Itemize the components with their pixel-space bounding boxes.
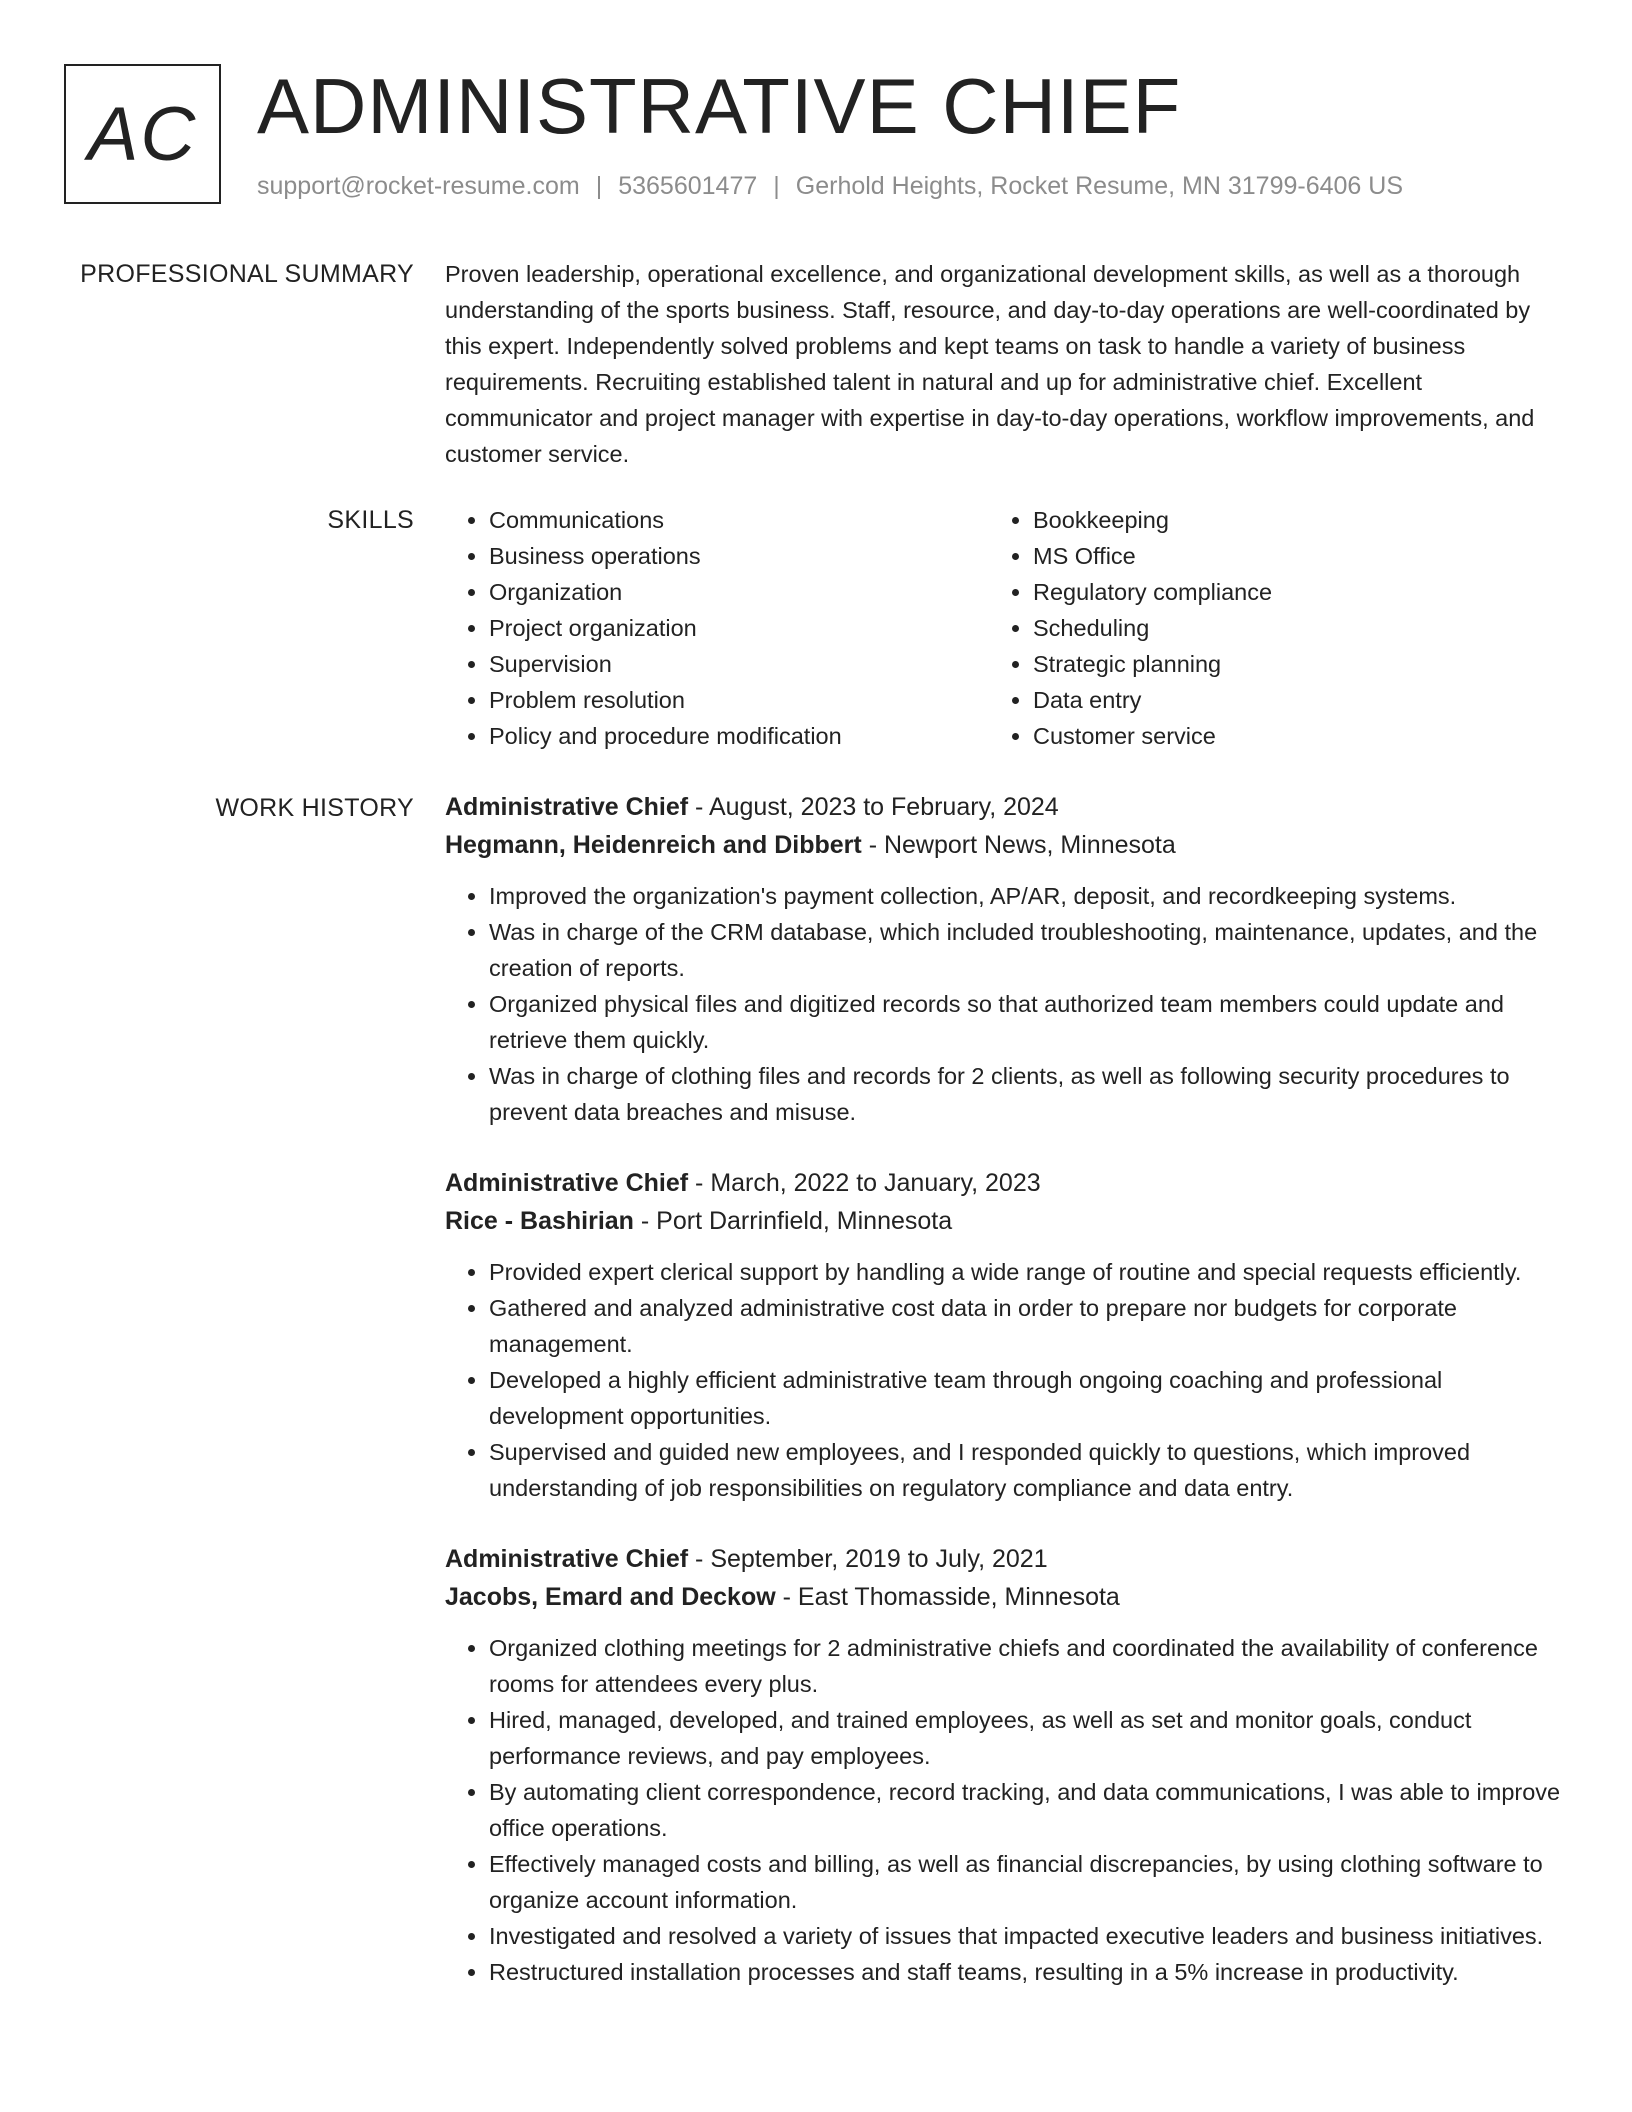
- contact-separator: |: [773, 172, 780, 200]
- skill-item: • Policy and procedure modification: [489, 718, 989, 754]
- job-company: Hegmann, Heidenreich and Dibbert: [445, 831, 862, 859]
- candidate-name: ADMINISTRATIVE CHIEF: [257, 62, 1182, 150]
- job-company-line: [445, 1202, 1568, 1240]
- job-title-line: [445, 1164, 1568, 1202]
- job-entry: [445, 1164, 1568, 1506]
- contact-address: Gerhold Heights, Rocket Resume, MN 31799-6406 US: [795, 172, 1404, 200]
- job-bullets: [445, 1254, 1568, 1506]
- monogram-logo: AC: [64, 64, 221, 204]
- job-company-line: [445, 826, 1568, 864]
- job-dates: - March, 2022 to January, 2023: [688, 1169, 1041, 1197]
- skill-item: • Problem resolution: [489, 682, 989, 718]
- skill-item: • Project organization: [489, 610, 989, 646]
- job-location: - Port Darrinfield, Minnesota: [633, 1207, 953, 1235]
- skill-item: • Supervision: [489, 646, 989, 682]
- skill-item: • Bookkeeping: [1033, 502, 1272, 538]
- job-location: - East Thomasside, Minnesota: [775, 1583, 1120, 1611]
- summary-text: Proven leadership, operational excellence, and organizational development skills, as well as a thorough understanding of the sports business. Staff, resource, and day-to-day operations are well-coordinated by this expert. Independently solved problems and kept teams on task to handle a variety of business requirements. Recruiting established talent in natural and up for administrative chief. Excellent communicator and project manager with expertise in day-to-day operations, workflow improvements, and customer service.: [445, 261, 1535, 467]
- work-history-body: [445, 788, 1568, 2024]
- job-title-line: [445, 1540, 1568, 1578]
- contact-email[interactable]: support@rocket-resume.com: [257, 172, 580, 200]
- job-company: Rice - Bashirian: [445, 1207, 634, 1235]
- job-company: Jacobs, Emard and Deckow: [445, 1583, 776, 1611]
- job-title: Administrative Chief: [445, 793, 689, 821]
- job-bullets: [445, 1630, 1568, 1990]
- job-bullet: • Supervised and guided new employees, and I responded quickly to questions, which improved understanding of job responsibilities on regulatory compliance and data entry.: [489, 1434, 1568, 1506]
- job-bullet: • Effectively managed costs and billing, as well as financial discrepancies, by using clothing software to organize account information.: [489, 1846, 1568, 1918]
- job-bullet: • Organized physical files and digitized records so that authorized team members could update and retrieve them quickly.: [489, 986, 1568, 1058]
- job-bullet: • Provided expert clerical support by handling a wide range of routine and special requests efficiently.: [489, 1254, 1568, 1290]
- skill-item: • Scheduling: [1033, 610, 1272, 646]
- job-title: Administrative Chief: [445, 1169, 689, 1197]
- job-bullet: • Was in charge of clothing files and records for 2 clients, as well as following security procedures to prevent data breaches and misuse.: [489, 1058, 1568, 1130]
- job-dates: - September, 2019 to July, 2021: [688, 1545, 1048, 1573]
- contact-phone[interactable]: 5365601477: [618, 172, 758, 200]
- job-entry: [445, 788, 1568, 1130]
- skill-item: • Strategic planning: [1033, 646, 1272, 682]
- contact-line: [257, 172, 1403, 201]
- job-bullet: • Organized clothing meetings for 2 administrative chiefs and coordinated the availability of conference rooms for attendees every plus.: [489, 1630, 1568, 1702]
- section-label-work-history: WORK HISTORY: [215, 794, 414, 822]
- skill-item: • Organization: [489, 574, 989, 610]
- job-company-line: [445, 1578, 1568, 1616]
- job-dates: - August, 2023 to February, 2024: [688, 793, 1059, 821]
- job-bullet: • Restructured installation processes and staff teams, resulting in a 5% increase in productivity.: [489, 1954, 1568, 1990]
- skill-item: • Customer service: [1033, 718, 1272, 754]
- job-bullet: • Developed a highly efficient administrative team through ongoing coaching and professional development opportunities.: [489, 1362, 1568, 1434]
- job-bullet: • Hired, managed, developed, and trained employees, as well as set and monitor goals, conduct performance reviews, and pay employees.: [489, 1702, 1568, 1774]
- skill-item: • Business operations: [489, 538, 989, 574]
- skill-item: • Communications: [489, 502, 989, 538]
- job-bullet: • Improved the organization's payment collection, AP/AR, deposit, and recordkeeping systems.: [489, 878, 1568, 914]
- skills-body: [445, 502, 1568, 754]
- skills-list-right: [989, 502, 1272, 754]
- job-bullet: • Gathered and analyzed administrative cost data in order to prepare nor budgets for corporate management.: [489, 1290, 1568, 1362]
- job-entry: [445, 1540, 1568, 1990]
- job-title: Administrative Chief: [445, 1545, 689, 1573]
- skill-item: • Data entry: [1033, 682, 1272, 718]
- skill-item: • MS Office: [1033, 538, 1272, 574]
- job-title-line: [445, 788, 1568, 826]
- skill-item: • Regulatory compliance: [1033, 574, 1272, 610]
- job-bullets: [445, 878, 1568, 1130]
- contact-separator: |: [595, 172, 603, 200]
- section-label-summary: PROFESSIONAL SUMMARY: [80, 260, 414, 288]
- job-bullet: • By automating client correspondence, record tracking, and data communications, I was able to improve office operations.: [489, 1774, 1568, 1846]
- skills-list-left: [445, 502, 989, 754]
- job-bullet: • Was in charge of the CRM database, which included troubleshooting, maintenance, updates, and the creation of reports.: [489, 914, 1568, 986]
- summary-body: [445, 256, 1568, 472]
- job-location: - Newport News, Minnesota: [861, 831, 1176, 859]
- job-bullet: • Investigated and resolved a variety of issues that impacted executive leaders and business initiatives.: [489, 1918, 1568, 1954]
- section-label-skills: SKILLS: [327, 506, 414, 534]
